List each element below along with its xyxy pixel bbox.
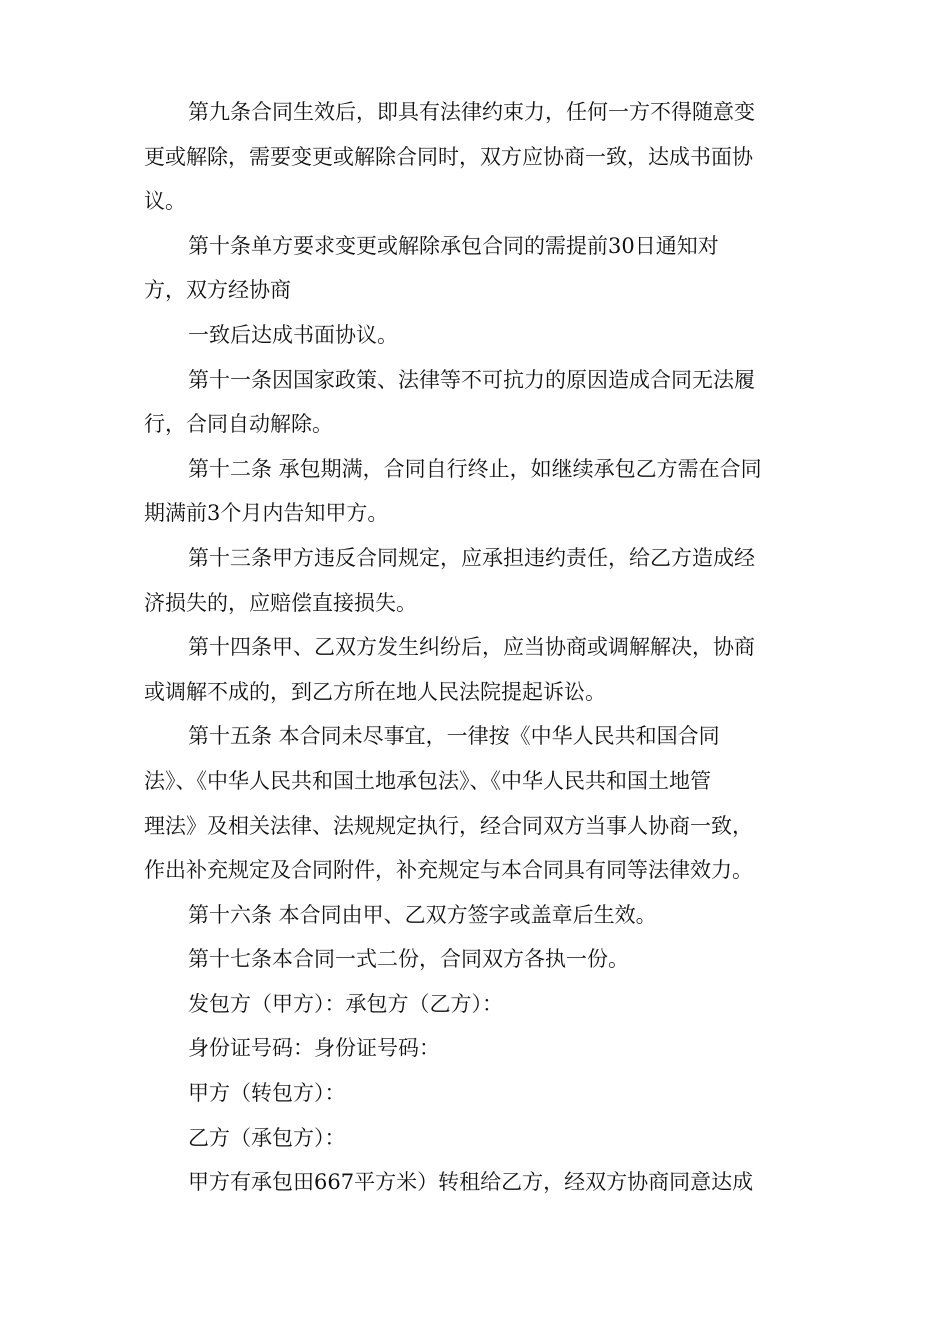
text-line: 济损失的，应赔偿直接损失。 xyxy=(144,590,417,615)
text-line: 第十五条 本合同未尽事宜，一律按《中华人民共和国合同 xyxy=(188,724,720,749)
party-a-line: 甲方（转包方）： xyxy=(188,1081,346,1106)
signature-party-line: 发包方（甲方）：承包方（乙方）： xyxy=(188,991,503,1016)
text-line: 或调解不成的，到乙方所在地人民法院提起诉讼。 xyxy=(144,679,606,704)
text-line: 甲方有承包田667平方米）转租给乙方，经双方协商同意达成 xyxy=(188,1170,754,1195)
text-line: 第十条单方要求变更或解除承包合同的需提前30日通知对 xyxy=(188,233,719,258)
text-line: 议。 xyxy=(144,189,186,214)
text-line: 第九条合同生效后，即具有法律约束力，任何一方不得随意变 xyxy=(188,100,755,124)
text-line: 第十二条 承包期满，合同自行终止，如继续承包乙方需在合同 xyxy=(188,456,762,481)
text-line: 第十四条甲、乙双方发生纠纷后，应当协商或调解解决，协商 xyxy=(188,635,755,660)
text-line: 理法》及相关法律、法规规定执行，经合同双方当事人协商一致， xyxy=(144,813,753,838)
text-line: 第十六条 本合同由甲、乙双方签字或盖章后生效。 xyxy=(188,902,657,927)
text-line: 方，双方经协商 xyxy=(144,278,291,303)
id-number-line: 身份证号码：身份证号码： xyxy=(188,1036,440,1061)
text-line: 第十三条甲方违反合同规定，应承担违约责任，给乙方造成经 xyxy=(188,545,755,570)
text-line: 作出补充规定及合同附件，补充规定与本合同具有同等法律效力。 xyxy=(144,858,753,883)
text-line: 法》、《中华人民共和国土地承包法》、《中华人民共和国土地管 xyxy=(144,768,711,793)
party-b-line: 乙方（承包方）： xyxy=(188,1125,346,1150)
text-line: 一致后达成书面协议。 xyxy=(188,322,398,347)
document-body xyxy=(144,90,812,1205)
text-line: 第十一条因国家政策、法律等不可抗力的原因造成合同无法履 xyxy=(188,367,755,392)
text-line: 第十七条本合同一式二份，合同双方各执一份。 xyxy=(188,947,629,972)
text-line: 行，合同自动解除。 xyxy=(144,412,333,437)
text-line: 更或解除，需要变更或解除合同时，双方应协商一致，达成书面协 xyxy=(144,144,753,169)
text-line: 期满前3个月内告知甲方。 xyxy=(144,501,389,526)
